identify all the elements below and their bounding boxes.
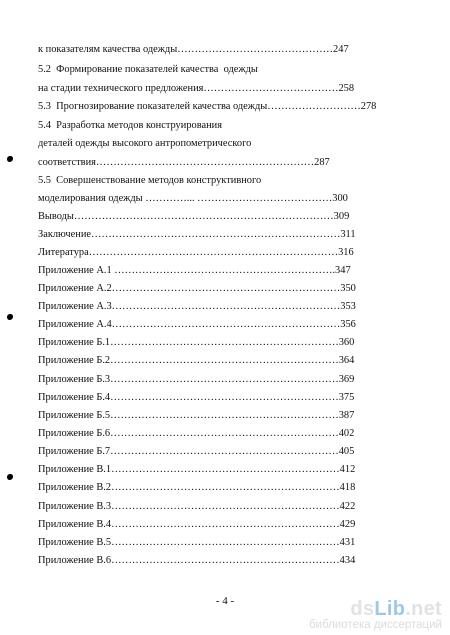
toc-line	[38, 480, 398, 496]
toc-line	[38, 335, 398, 351]
toc-line	[38, 390, 398, 406]
toc-text: Заключение………………………………………………………………311	[38, 229, 356, 240]
toc-line	[38, 173, 398, 189]
toc-text: 5.3 Прогнозирование показателей качества одежды………………………278	[38, 101, 377, 112]
toc-text: Приложение Б.1…………………………………………………………360	[38, 337, 355, 348]
toc-text: Выводы…………………………………………………………………309	[38, 211, 350, 222]
toc-text: Приложение Б.4…………………………………………………………375	[38, 392, 355, 403]
toc-text: моделирования одежды …………... …………………………………300	[38, 193, 348, 204]
toc-line	[38, 317, 398, 333]
toc-line	[38, 372, 398, 388]
toc-line	[38, 99, 398, 115]
toc-line	[38, 553, 398, 569]
toc-line	[38, 299, 398, 315]
toc-line	[38, 136, 398, 152]
toc-line	[38, 444, 398, 460]
watermark-tagline: библиотека диссертаций	[309, 619, 442, 631]
toc-text: Приложение Б.3…………………………………………………………369	[38, 374, 355, 385]
toc-text: деталей одежды высокого антропометрического	[38, 138, 252, 149]
toc-text: Приложение Б.6…………………………………………………………402	[38, 428, 355, 439]
toc-text: Приложение Б.7…………………………………………………………405	[38, 446, 355, 457]
toc-line	[38, 517, 398, 533]
toc-text: соответствия………………………………………………………287	[38, 157, 330, 168]
toc-text: Приложение В.2…………………………………………………………418	[38, 482, 356, 493]
toc-text: Приложение Б.2…………………………………………………………364	[38, 355, 355, 366]
toc-line	[38, 245, 398, 261]
toc-line	[38, 42, 398, 58]
toc-text: Приложение А.2…………………………………………………………350	[38, 283, 356, 294]
toc-text: 5.5 Совершенствование методов конструктивного	[38, 175, 262, 186]
toc-line	[38, 227, 398, 243]
toc-line	[38, 209, 398, 225]
toc-text: Приложение Б.5…………………………………………………………387	[38, 410, 355, 421]
page-number: - 4 -	[215, 595, 235, 607]
toc-line	[38, 462, 398, 478]
toc-line	[38, 263, 398, 279]
toc-line	[38, 281, 398, 297]
toc-line	[38, 535, 398, 551]
toc-text: Приложение В.5…………………………………………………………431	[38, 537, 356, 548]
toc-line	[38, 62, 398, 78]
toc-text: Приложение А.3…………………………………………………………353	[38, 301, 356, 312]
toc-line	[38, 118, 398, 134]
toc-text: Приложение А.4…………………………………………………………356	[38, 319, 356, 330]
toc-line	[38, 191, 398, 207]
toc-text: Приложение В.4…………………………………………………………429	[38, 519, 356, 530]
toc-text: Приложение В.3…………………………………………………………422	[38, 501, 356, 512]
toc-line	[38, 408, 398, 424]
toc-text: Приложение В.6…………………………………………………………434	[38, 555, 356, 566]
toc-text: на стадии технического предложения…………………………………258	[38, 83, 355, 94]
toc-text: 5.4 Разработка методов конструирования	[38, 120, 222, 131]
toc-line	[38, 155, 398, 171]
toc-line	[38, 81, 398, 97]
toc-line	[38, 353, 398, 369]
toc-text: 5.2 Формирование показателей качества одежды	[38, 64, 258, 75]
toc-text: Приложение В.1…………………………………………………………412	[38, 464, 356, 475]
watermark	[309, 599, 442, 632]
toc-line	[38, 426, 398, 442]
watermark-logo: dsLib.net	[350, 598, 442, 620]
toc-text: к показателям качества одежды………………………………………247	[38, 44, 349, 55]
toc-line	[38, 499, 398, 515]
toc-text: Приложение А.1 ……………………………………………………….347	[38, 265, 351, 276]
toc-text: Литература………………………………………………………………316	[38, 247, 354, 258]
